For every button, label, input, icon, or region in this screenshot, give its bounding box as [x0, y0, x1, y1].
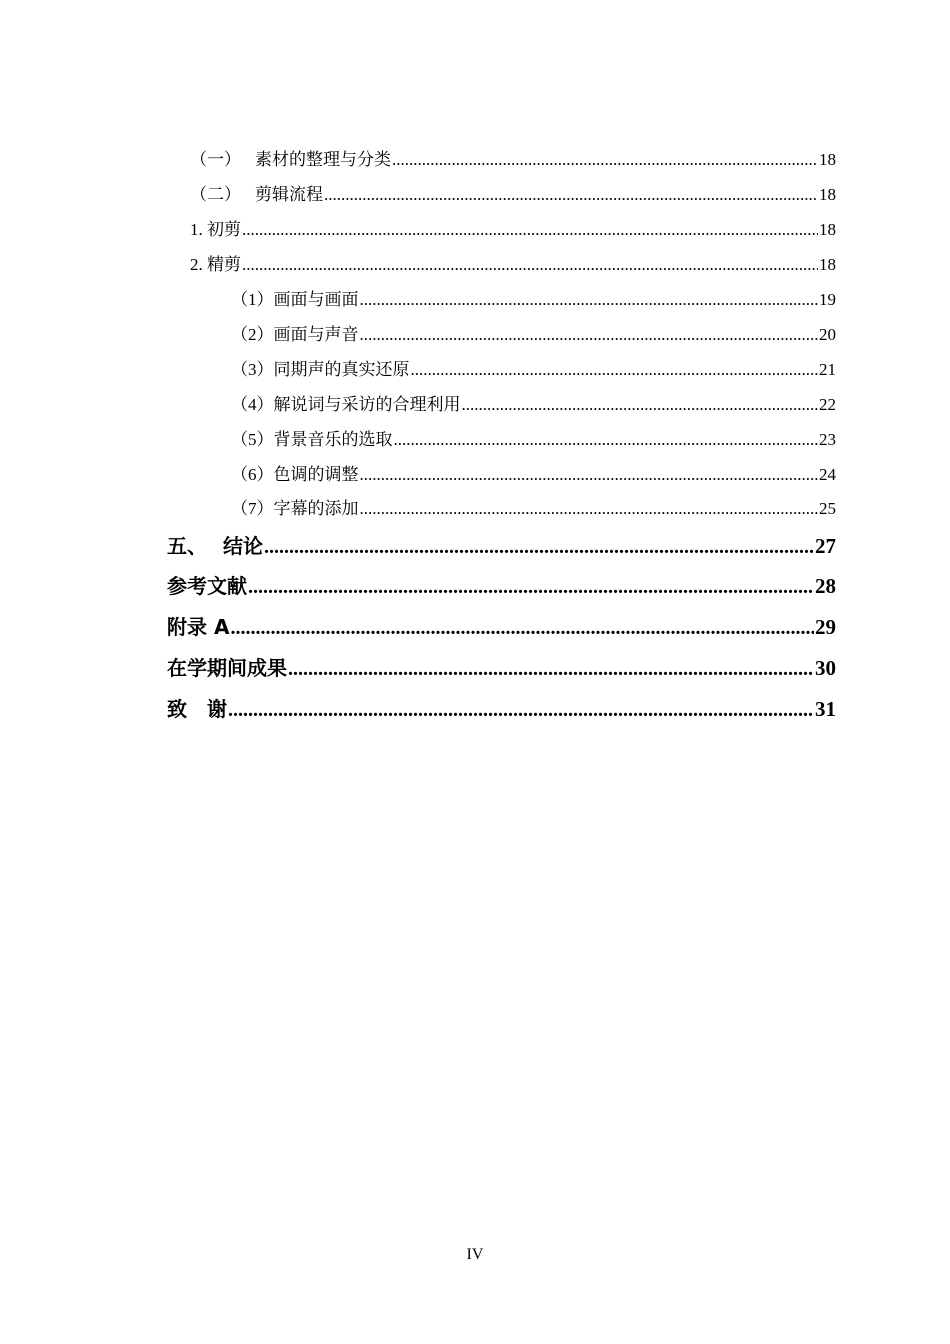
- dot-leader: [242, 255, 818, 272]
- toc-page-number: 23: [819, 430, 836, 447]
- toc-entry-label: （1）画面与画面: [231, 290, 359, 307]
- dot-leader: [411, 360, 819, 377]
- dot-leader: [248, 576, 814, 596]
- toc-page-number: 29: [815, 615, 836, 637]
- toc-entry-rough-cut[interactable]: [190, 215, 836, 237]
- toc-entry-label: （4）解说词与采访的合理利用: [231, 395, 461, 412]
- toc-page-number: 31: [815, 697, 836, 719]
- toc-entry-label: （2）画面与声音: [231, 325, 359, 342]
- toc-entry-sub-1[interactable]: [231, 285, 836, 307]
- dot-leader: [360, 290, 819, 307]
- dot-leader: [360, 465, 819, 482]
- toc-entry-sub-4[interactable]: [231, 390, 836, 412]
- toc-page-number: 18: [819, 220, 836, 237]
- dot-leader: [360, 499, 819, 516]
- toc-entry-references[interactable]: [167, 570, 836, 596]
- toc-entry-fine-cut[interactable]: [190, 250, 836, 272]
- toc-page-number: 24: [819, 465, 836, 482]
- toc-page-number: 30: [815, 656, 836, 678]
- toc-entry-sub-2[interactable]: [231, 320, 836, 342]
- toc-entry-sub-3[interactable]: [231, 355, 836, 377]
- dot-leader: [394, 430, 819, 447]
- dot-leader: [360, 325, 819, 342]
- toc-entry-section-two[interactable]: [190, 180, 836, 202]
- toc-page-number: 27: [815, 534, 836, 556]
- toc-entry-label: 参考文献: [167, 574, 247, 596]
- dot-leader: [230, 617, 814, 637]
- toc-entry-label: （6）色调的调整: [231, 465, 359, 482]
- toc-entry-label: （二） 剪辑流程: [190, 185, 323, 202]
- page-number-footer: IV: [466, 1246, 484, 1263]
- dot-leader: [288, 658, 814, 678]
- toc-entry-label: 致 谢: [167, 697, 227, 719]
- toc-page-number: 25: [819, 499, 836, 516]
- toc-entry-sub-5[interactable]: [231, 425, 836, 447]
- toc-entry-chapter-five[interactable]: [167, 530, 836, 556]
- toc-entry-label: 五、 结论: [167, 534, 263, 556]
- toc-entry-label: 2. 精剪: [190, 255, 241, 272]
- toc-page-number: 18: [819, 255, 836, 272]
- toc-page-number: 28: [815, 574, 836, 596]
- dot-leader: [462, 395, 819, 412]
- toc-entry-label: （3）同期声的真实还原: [231, 360, 410, 377]
- toc-page-number: 18: [819, 150, 836, 167]
- toc-entry-section-one[interactable]: [190, 145, 836, 167]
- dot-leader: [242, 220, 818, 237]
- toc-page-number: 19: [819, 290, 836, 307]
- dot-leader: [324, 185, 818, 202]
- toc-entry-achievements[interactable]: [167, 652, 836, 678]
- toc-entry-label: 附录 A: [167, 615, 230, 637]
- dot-leader: [392, 150, 818, 167]
- toc-entry-label: （一） 素材的整理与分类: [190, 150, 391, 167]
- toc-entry-label: 1. 初剪: [190, 220, 241, 237]
- toc-page-number: 18: [819, 185, 836, 202]
- toc-page-number: 22: [819, 395, 836, 412]
- toc-entry-label: 在学期间成果: [167, 656, 287, 678]
- toc-entry-thanks[interactable]: [167, 693, 836, 719]
- toc-entry-appendix[interactable]: [167, 611, 836, 637]
- toc-page-number: 20: [819, 325, 836, 342]
- toc-entry-sub-7[interactable]: [231, 494, 836, 516]
- toc-entry-label: （5）背景音乐的选取: [231, 430, 393, 447]
- toc-entry-sub-6[interactable]: [231, 460, 836, 482]
- toc-entry-label: （7）字幕的添加: [231, 499, 359, 516]
- dot-leader: [264, 536, 814, 556]
- toc-page-number: 21: [819, 360, 836, 377]
- dot-leader: [228, 699, 814, 719]
